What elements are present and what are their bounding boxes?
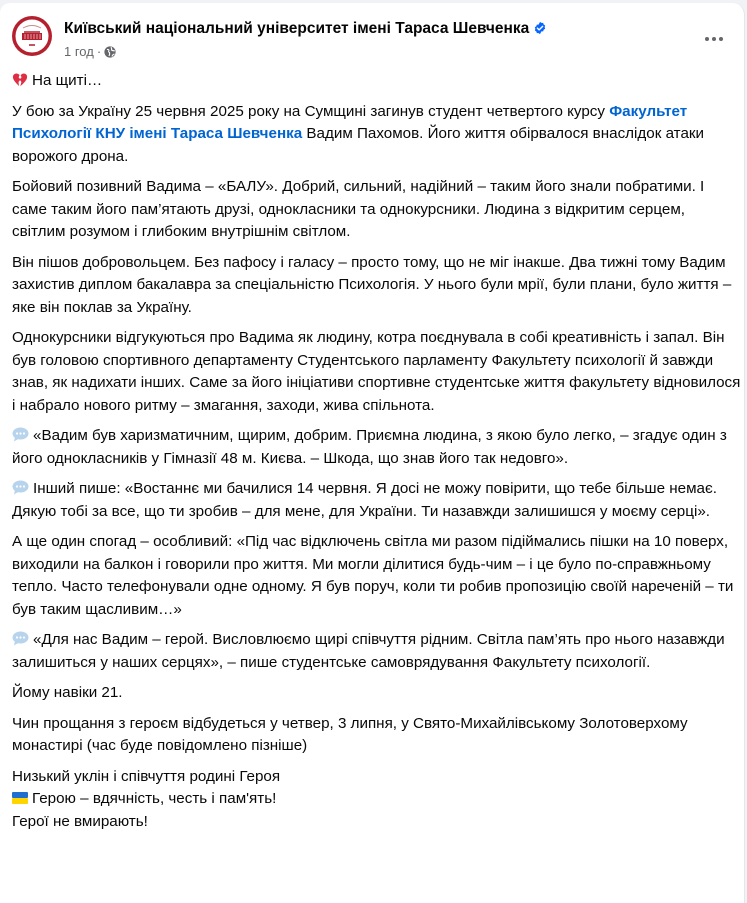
quote-2 [12,478,742,523]
quote-2-text: Інший пише: «Востаннє ми бачилися 14 червня. Я досі не можу повірити, що тебе більше немає. Дякую тобі за все, що ти зробив – для мене, для України. Ти назавжди залишишся у моєму серці». [12,480,717,520]
university-logo-icon [12,16,52,56]
closing-line-3: Герої не вмирають! [12,812,148,830]
post-options-button[interactable] [700,31,728,47]
post-header [12,13,732,63]
globe-icon [104,46,116,58]
speech-bubble-icon [12,480,29,495]
ukraine-flag-icon [12,792,28,804]
paragraph-1-text-a: У бою за Україну 25 червня 2025 року на Сумщині загинув студент четвертого курсу [12,102,610,120]
page-name[interactable] [64,20,547,38]
quote-1 [12,425,742,470]
paragraph-2: Бойовий позивний Вадима – «БАЛУ». Добрий, сильний, надійний – таким його знали побратими. І саме таким його пам’ятають друзі, однокласники та однокурсники. Людина з відкритим серцем, світлим розумом і глибоким внутрішнім світлом. [12,178,705,240]
meta-separator: · [96,44,102,59]
speech-bubble-icon [12,427,29,442]
paragraph-3: Він пішов добровольцем. Без пафосу і галасу – просто тому, що не міг інакше. Два тижні тому Вадим захистив диплом бакалавра за спеціальністю Психологія. У нього були мрії, були плани, було життя – яке він поклав за Україну. [12,253,732,316]
paragraph-1-text-b: Вадим Пахомов. Його життя обірвалося внаслідок атаки ворожого дрона. [12,125,705,165]
paragraph-1 [12,101,742,169]
faculty-link[interactable]: Факультет Психології КНУ імені Тараса Шевченка [12,102,688,142]
broken-heart-icon [12,72,28,88]
paragraph-7: Чин прощання з героєм відбудеться у четвер, 3 липня, у Свято-Михайлівському Золотоверхому монастирі (час буде повідомлено пізніше) [12,714,688,754]
closing-line-2 [12,788,742,811]
verified-badge-icon [533,21,547,35]
quote-3 [12,629,742,674]
post-time[interactable]: 1 год [64,44,94,59]
closing-line-1: Низький уклін і співчуття родині Героя [12,767,281,785]
speech-bubble-icon [12,631,29,646]
paragraph-6: Йому навіки 21. [12,684,123,701]
post-body [12,70,742,833]
paragraph-5: А ще один спогад – особливий: «Під час відключень світла ми разом підіймались пішки на 10 поверх, виходили на балкон і говорили про життя. Ми могли ділитися будь-чим – і це було по-справжньому тепло. Часто телефонували одне одному. Я був поруч, коли ти робив пропозицію своїй нареченій – ти був таким щасливим…» [12,533,734,618]
page-avatar[interactable] [12,16,52,56]
more-horizontal-icon [705,37,709,41]
paragraph-4: Однокурсники відгукуються про Вадима як людину, котра поєднувала в собі креативність і запал. Він був головою спортивного департаменту Студентського парламенту Факультету психології й завжди знав, як надихати інших. Саме за його ініціативи спортивне студентське життя факультету відновилося і набрало нового ритму – змагання, заходи, жива спільнота. [12,329,741,414]
post-title: На щиті… [32,72,103,89]
quote-1-text: «Вадим був харизматичним, щирим, добрим. Приємна людина, з якою було легко, – згадує один з його однокласників у Гімназії 48 м. Києва. – Шкода, що знав його так недовго». [12,427,727,467]
closing-line-2-text: Герою – вдячність, честь і пам'ять! [32,790,277,807]
quote-3-text: «Для нас Вадим – герой. Висловлюємо щирі співчуття рідним. Світла пам’ять про нього назавжди залишиться у наших серцях», – пише студентське самоврядування Факультету психології. [12,631,725,671]
post-card [0,3,745,903]
post-title-line [12,70,742,93]
post-meta [64,44,116,59]
page-name-text[interactable]: Київський національний університет імені Тараса Шевченка [64,20,530,37]
